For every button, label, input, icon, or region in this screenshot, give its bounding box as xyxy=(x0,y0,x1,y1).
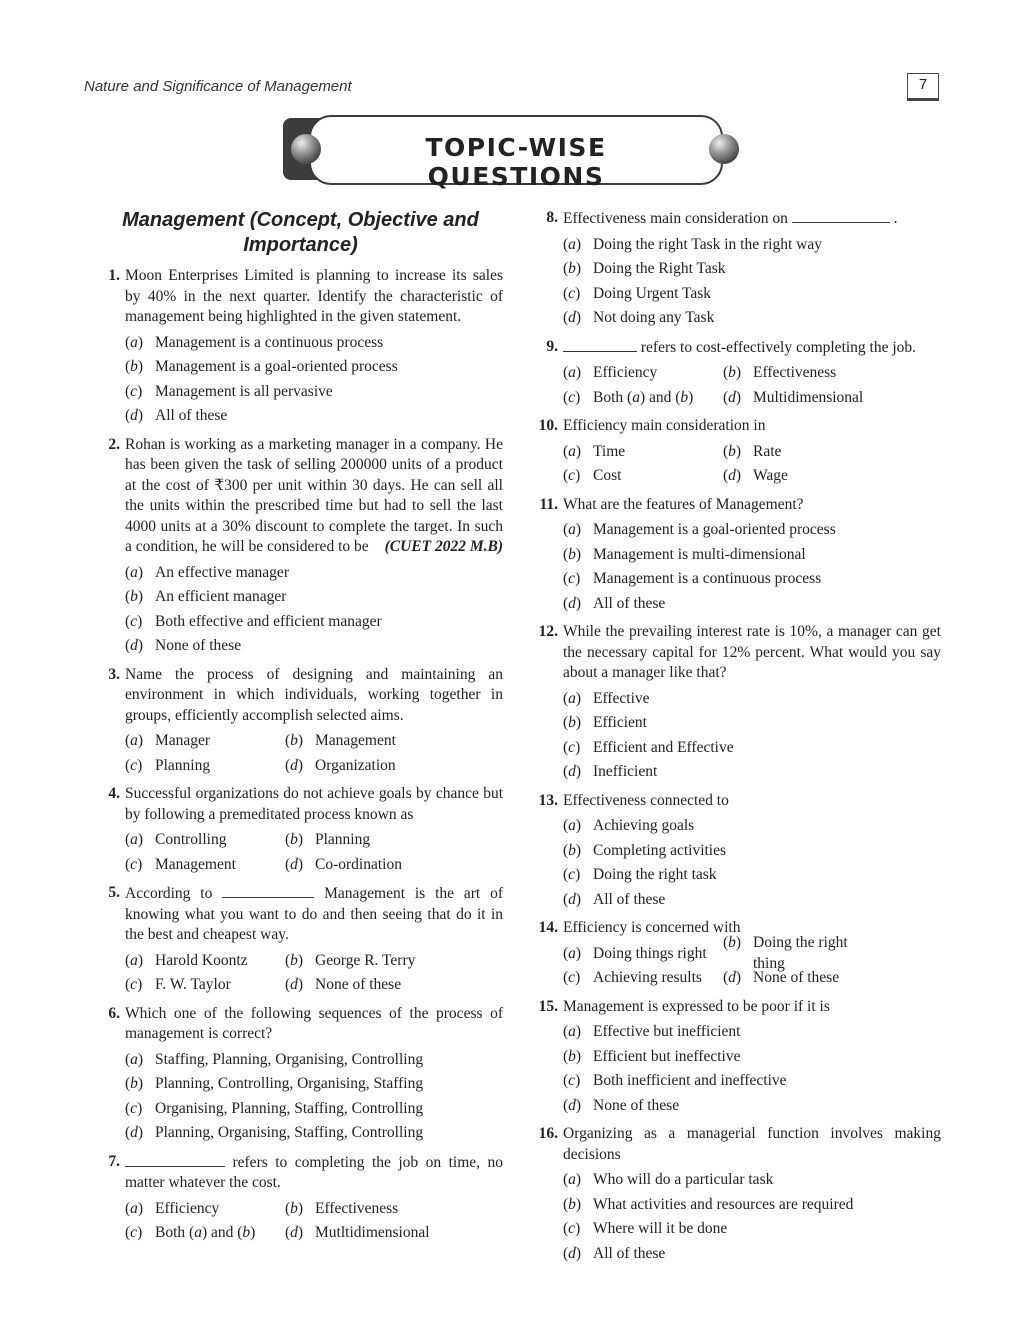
section-title: Management (Concept, Objective and Importance) xyxy=(122,209,479,256)
option: (c) Doing Urgent Task xyxy=(563,284,712,302)
option: (d) None of these xyxy=(285,976,402,993)
option: (c) Doing the right task xyxy=(563,866,717,883)
question-text: Efficiency main consideration in xyxy=(563,417,766,434)
question-number: 5. xyxy=(108,884,120,901)
question-text: Effectiveness connected to xyxy=(563,791,729,809)
sphere-icon xyxy=(291,134,321,164)
option: (a) Achieving goals xyxy=(563,817,695,834)
option: (b) Planning xyxy=(285,831,371,848)
question-number: 12. xyxy=(538,623,558,640)
question-number: 13. xyxy=(538,791,558,809)
option: (b) Efficient but ineffective xyxy=(563,1047,741,1065)
question-text: What are the features of Management? xyxy=(563,495,804,513)
option: (a) Effective xyxy=(563,689,650,707)
option: (d) All of these xyxy=(563,594,666,612)
question-text: refers to cost-effectively completing the job. xyxy=(563,337,941,359)
sphere-icon xyxy=(709,134,739,164)
running-title: Nature and Significance of Management xyxy=(84,78,352,95)
question-text: According to Management is the art of knowing what you want to do and then seeing that do it in the best and cheapest way. xyxy=(125,885,504,943)
option: (c) Efficient and Effective xyxy=(563,738,734,756)
question xyxy=(536,997,941,1119)
option: (d) All of these xyxy=(563,890,666,908)
option: (b) Effectiveness xyxy=(723,364,837,381)
option: (b) Management is a goal-oriented process xyxy=(125,358,398,375)
option: (d) Planning, Organising, Staffing, Controlling xyxy=(125,1124,424,1141)
question-text: Rohan is working as a marketing manager in a company. He has been given the task of selling 200000 units of a product at the cost of ₹300 per unit within 30 days. He can sell all the units within the prescribed time but had to sell the last 4000 units at a 30% discount to complete the target. In such a condition, he will be considered to be (CUET 2022 M.B) xyxy=(125,435,503,558)
question-number: 11. xyxy=(539,495,558,513)
question-number: 6. xyxy=(108,1004,120,1022)
option: (c) Both effective and efficient manager xyxy=(125,612,382,630)
question xyxy=(98,784,503,877)
option: (d) All of these xyxy=(125,407,228,424)
option: (c) Achieving results xyxy=(563,969,702,986)
question xyxy=(98,435,503,659)
option: (b) Doing the right thing xyxy=(723,934,848,972)
banner-title: TOPIC-WISE QUESTIONS xyxy=(425,133,607,191)
option: (d) Multidimensional xyxy=(723,388,864,406)
left-column xyxy=(98,208,503,1252)
question-source: (CUET 2022 M.B) xyxy=(384,538,503,555)
question xyxy=(536,416,941,489)
question xyxy=(98,1004,503,1146)
fill-in-blank xyxy=(792,208,890,223)
question-text: refers to completing the job on time, no matter whatever the cost. xyxy=(125,1153,504,1191)
option: (b) An efficient manager xyxy=(125,588,287,605)
option: (c) Planning xyxy=(125,756,211,774)
option: (a) Controlling xyxy=(125,831,227,848)
question-number: 2. xyxy=(108,435,120,453)
question-text: Organizing as a managerial function involves making decisions xyxy=(563,1125,941,1163)
question xyxy=(98,266,503,429)
option: (b) Management xyxy=(285,732,396,749)
option: (d) Not doing any Task xyxy=(563,309,715,326)
option: (a) Management is a continuous process xyxy=(125,333,384,351)
option: (c) Management is a continuous process xyxy=(563,570,822,587)
question-number: 8. xyxy=(546,209,558,226)
question-number: 9. xyxy=(546,337,558,355)
option: (a) Efficiency xyxy=(563,364,658,381)
option: (b) Management is multi-dimensional xyxy=(563,545,806,563)
option: (b) George R. Terry xyxy=(285,951,416,969)
option: (d) Mutltidimensional xyxy=(285,1224,430,1241)
option: (d) Inefficient xyxy=(563,763,658,780)
question-text: Efficiency is concerned with xyxy=(563,919,741,936)
question-text: Moon Enterprises Limited is planning to increase its sales by 40% in the next quarter. Identify the characteristic of management being highlighted in the given statement. xyxy=(125,267,503,325)
option: (d) Co-ordination xyxy=(285,855,402,873)
page-number: 7 xyxy=(907,73,939,101)
question-number: 7. xyxy=(108,1152,120,1170)
question-text: Name the process of designing and maintaining an environment in which individuals, working together in groups, efficiently accomplish selected aims. xyxy=(125,665,503,724)
question xyxy=(536,208,941,331)
option: (d) None of these xyxy=(563,1096,680,1114)
option: (a) Management is a goal-oriented process xyxy=(563,521,836,538)
option: (a) An effective manager xyxy=(125,563,289,581)
question-text: Successful organizations do not achieve goals by chance but by following a premeditated process known as xyxy=(125,785,503,823)
option: (a) Doing things right xyxy=(563,944,707,962)
option: (a) Who will do a particular task xyxy=(563,1171,774,1188)
question-number: 4. xyxy=(108,785,120,802)
option: (b) Rate xyxy=(723,442,782,460)
question xyxy=(98,883,503,998)
option: (c) Cost xyxy=(563,467,622,484)
right-column xyxy=(536,208,941,1272)
option: (a) Harold Koontz xyxy=(125,951,248,969)
option: (c) Both (a) and (b) xyxy=(125,1224,256,1241)
question-number: 3. xyxy=(108,665,120,683)
option: (b) Doing the Right Task xyxy=(563,260,726,277)
option: (b) What activities and resources are required xyxy=(563,1195,854,1213)
question-text: While the prevailing interest rate is 10%, a manager can get the necessary capital for 12% percent. What would you say about a manager like that? xyxy=(563,623,941,681)
question-text: Management is expressed to be poor if it is xyxy=(563,997,830,1015)
question xyxy=(536,791,941,913)
question xyxy=(98,1152,503,1246)
option: (c) Where will it be done xyxy=(563,1220,728,1237)
fill-in-blank xyxy=(222,883,314,898)
option: (d) All of these xyxy=(563,1244,666,1262)
option: (c) Both inefficient and ineffective xyxy=(563,1072,787,1089)
option: (c) Organising, Planning, Staffing, Controlling xyxy=(125,1099,424,1117)
option: (d) None of these xyxy=(125,637,242,654)
option: (b) Efficient xyxy=(563,714,647,731)
option: (a) Manager xyxy=(125,732,211,749)
option: (c) Management is all pervasive xyxy=(125,382,333,400)
option: (c) Management xyxy=(125,855,236,873)
option: (a) Time xyxy=(563,442,626,460)
question-text: Effectiveness main consideration on . xyxy=(563,210,898,227)
option: (d) Organization xyxy=(285,756,396,774)
question xyxy=(536,1124,941,1266)
fill-in-blank xyxy=(125,1152,225,1167)
option: (a) Efficiency xyxy=(125,1199,220,1217)
question xyxy=(98,665,503,779)
question xyxy=(536,622,941,785)
option: (b) Effectiveness xyxy=(285,1199,399,1217)
fill-in-blank xyxy=(563,337,637,352)
question-number: 14. xyxy=(538,919,558,936)
option: (a) Doing the right Task in the right way xyxy=(563,235,822,253)
question xyxy=(536,337,941,411)
question xyxy=(536,495,941,617)
question-number: 1. xyxy=(108,267,120,284)
option: (c) Both (a) and (b) xyxy=(563,388,694,406)
option: (b) Completing activities xyxy=(563,841,727,859)
option: (a) Staffing, Planning, Organising, Controlling xyxy=(125,1050,424,1068)
question-number: 10. xyxy=(538,417,558,434)
question-number: 15. xyxy=(538,997,558,1015)
option: (d) Wage xyxy=(723,467,788,484)
question-text: Which one of the following sequences of the process of management is correct? xyxy=(125,1004,503,1042)
option: (c) F. W. Taylor xyxy=(125,976,231,993)
option: (b) Planning, Controlling, Organising, Staffing xyxy=(125,1075,424,1092)
option: (d) None of these xyxy=(723,969,840,986)
question xyxy=(536,918,941,991)
option: (a) Effective but inefficient xyxy=(563,1023,741,1040)
question-number: 16. xyxy=(538,1125,558,1142)
section-banner xyxy=(283,114,743,191)
